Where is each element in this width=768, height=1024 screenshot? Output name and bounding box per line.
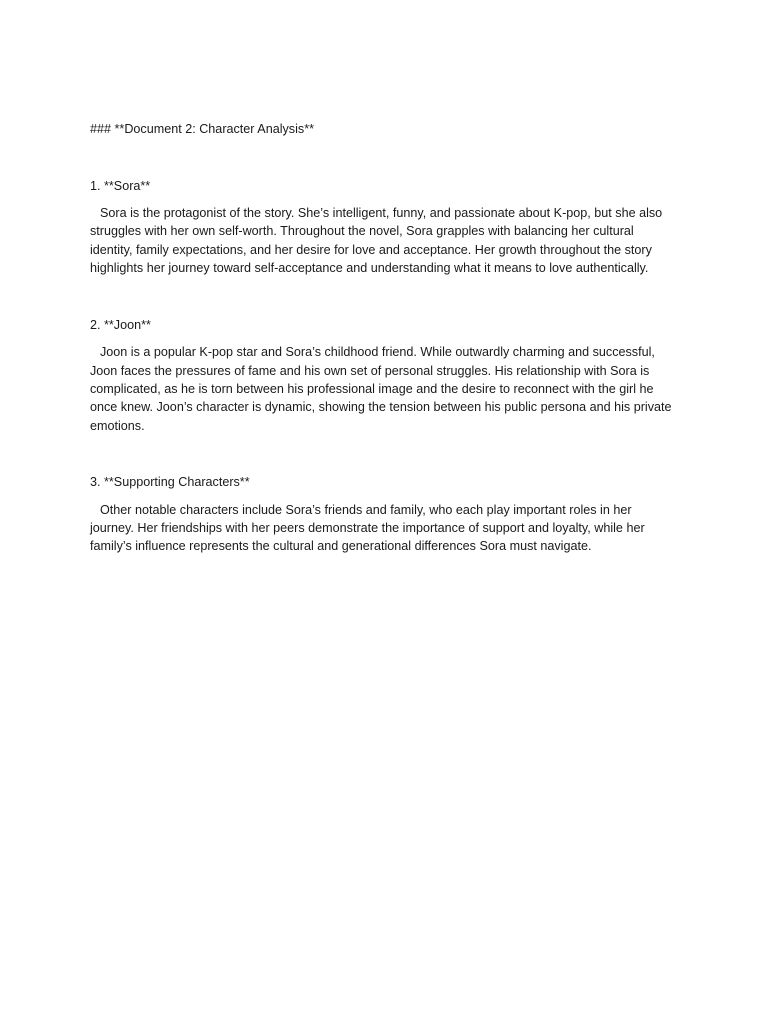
paragraph-line: complicated, as he is torn between his professional image and the desire to reconnect with the girl he <box>90 381 654 396</box>
paragraph-line: identity, family expectations, and her desire for love and acceptance. Her growth throughout the story <box>90 242 652 257</box>
paragraph-supporting <box>90 501 682 556</box>
document-body <box>90 120 682 594</box>
paragraph-line: emotions. <box>90 418 145 433</box>
paragraph-line: Sora is the protagonist of the story. She’s intelligent, funny, and passionate about K-pop, but she also <box>100 206 663 220</box>
paragraph-line: family’s influence represents the cultural and generational differences Sora must navigate. <box>90 539 592 554</box>
paragraph-joon <box>90 343 682 435</box>
paragraph-line: once knew. Joon’s character is dynamic, showing the tension between his public persona and his private <box>90 400 672 415</box>
paragraph-line: Joon is a popular K-pop star and Sora’s childhood friend. While outwardly charming and successful, <box>100 345 655 360</box>
section-heading-supporting: 3. **Supporting Characters** <box>90 475 250 490</box>
paragraph-sora <box>90 204 682 278</box>
section-heading-sora: 1. **Sora** <box>90 178 151 193</box>
paragraph-line: journey. Her friendships with her peers demonstrate the importance of support and loyalty, while her <box>90 521 645 536</box>
document-title: ### **Document 2: Character Analysis** <box>90 122 315 136</box>
section-heading-joon: 2. **Joon** <box>90 317 151 332</box>
paragraph-line: Other notable characters include Sora’s friends and family, who each play important roles in her <box>100 502 632 517</box>
paragraph-line: Joon faces the pressures of fame and his own set of personal struggles. His relationship with Sora is <box>90 363 650 378</box>
paragraph-line: highlights her journey toward self-acceptance and understanding what it means to love authentically. <box>90 261 649 276</box>
paragraph-line: struggles with her own self-worth. Throughout the novel, Sora grapples with balancing her cultural <box>90 224 634 239</box>
